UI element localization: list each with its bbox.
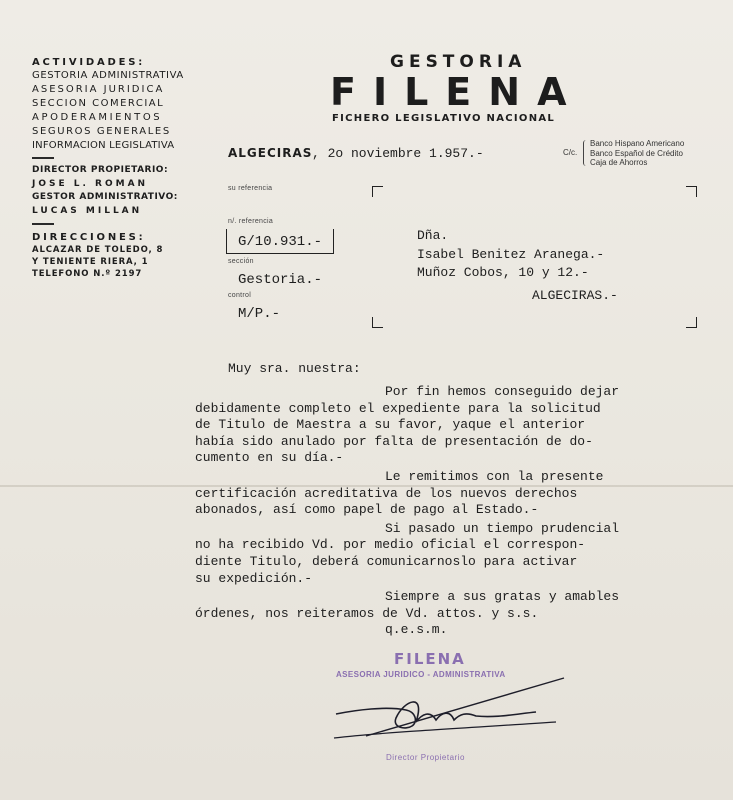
admin-name: LUCAS MILLAN — [32, 206, 143, 216]
control-label: control — [228, 292, 252, 299]
window-corner — [686, 186, 697, 197]
admin-title: GESTOR ADMINISTRATIVO: — [32, 192, 178, 202]
body-line: su expedición.- — [195, 570, 313, 586]
body-line: debidamente completo el expediente para la solicitud — [195, 400, 601, 416]
activity-item: GESTORIA ADMINISTRATIVA — [32, 70, 184, 81]
window-corner — [686, 317, 697, 328]
activity-item: SECCION COMERCIAL — [32, 98, 165, 109]
owner-name: JOSE L. ROMAN — [32, 179, 149, 189]
control-value: M/P.- — [238, 306, 281, 322]
body-line: Si pasado un tiempo prudencial — [385, 520, 620, 536]
body-line: certificación acreditativa de los nuevos derechos — [195, 485, 578, 501]
bank-name: Banco Hispano Americano — [590, 139, 685, 148]
bank-name: Banco Español de Crédito — [590, 148, 683, 158]
signature-icon — [326, 670, 586, 750]
body-line: de Titulo de Maestra a su favor, yaque el anterior — [195, 417, 586, 433]
body-line: Siempre a sus gratas y amables — [385, 589, 620, 605]
address-line: ALCAZAR DE TOLEDO, 8 — [32, 245, 164, 255]
su-referencia-label: su referencia — [228, 185, 273, 192]
divider — [32, 223, 54, 225]
body-line: Le remitimos con la presente — [385, 468, 604, 484]
recipient-street: Muñoz Cobos, 10 y 12.- — [417, 265, 589, 280]
recipient-title: Dña. — [417, 228, 449, 243]
body-line: diente Titulo, deberá comunicarnoslo para activar — [195, 553, 578, 569]
activity-item: INFORMACION LEGISLATIVA — [32, 140, 175, 151]
gestoria-heading: GESTORIA — [390, 52, 527, 72]
letterhead-left-column — [32, 56, 202, 280]
company-subtitle: FICHERO LEGISLATIVO NACIONAL — [332, 113, 556, 124]
bank-list — [590, 139, 684, 168]
body-line: había sido anulado por falta de presentación de do- — [195, 433, 593, 449]
recipient-city: ALGECIRAS.- — [532, 288, 618, 303]
body-line: no ha recibido Vd. por medio oficial el correspon- — [195, 537, 586, 553]
stamp-role: Director Propietario — [386, 753, 465, 762]
body-line: Por fin hemos conseguido dejar — [385, 384, 620, 399]
recipient-name: Isabel Benitez Aranega.- — [417, 247, 605, 262]
body-line: órdenes, nos reiteramos de Vd. attos. y s.s. — [195, 605, 539, 621]
activities-title: ACTIVIDADES: — [32, 57, 146, 68]
owner-title: DIRECTOR PROPIETARIO: — [32, 165, 169, 175]
cc-label: C/c. — [563, 148, 578, 157]
body-line: q.e.s.m. — [385, 622, 448, 638]
n-referencia-label: n/. referencia — [228, 218, 274, 225]
stamp-line: ASESORIA JURIDICO - ADMINISTRATIVA — [336, 670, 506, 679]
n-referencia-value: G/10.931.- — [238, 234, 323, 250]
salutation: Muy sra. nuestra: — [228, 361, 361, 376]
window-corner — [372, 186, 383, 197]
place-name: ALGECIRAS — [228, 146, 313, 160]
seccion-label: sección — [228, 258, 254, 265]
address-line: Y TENIENTE RIERA, 1 — [32, 257, 149, 267]
bank-brace — [583, 140, 588, 166]
seccion-value: Gestoria.- — [238, 272, 323, 288]
window-corner — [372, 317, 383, 328]
activity-item: SEGUROS GENERALES — [32, 126, 171, 137]
letter-body — [195, 384, 665, 639]
bank-name: Caja de Ahorros — [590, 158, 648, 167]
stamp-name: FILENA — [394, 650, 466, 668]
activity-item: APODERAMIENTOS — [32, 112, 163, 123]
body-line: abonados, así como papel de pago al Estado.- — [195, 502, 539, 518]
activity-item: ASESORIA JURIDICA — [32, 84, 165, 95]
directions-title: DIRECCIONES: — [32, 232, 146, 243]
date-value: , 2o noviembre 1.957.- — [312, 146, 484, 161]
body-line: cumento en su día.- — [195, 450, 344, 466]
company-name: FILENA — [330, 70, 584, 114]
phone-line: TELEFONO N.º 2197 — [32, 269, 143, 279]
divider — [32, 157, 54, 159]
